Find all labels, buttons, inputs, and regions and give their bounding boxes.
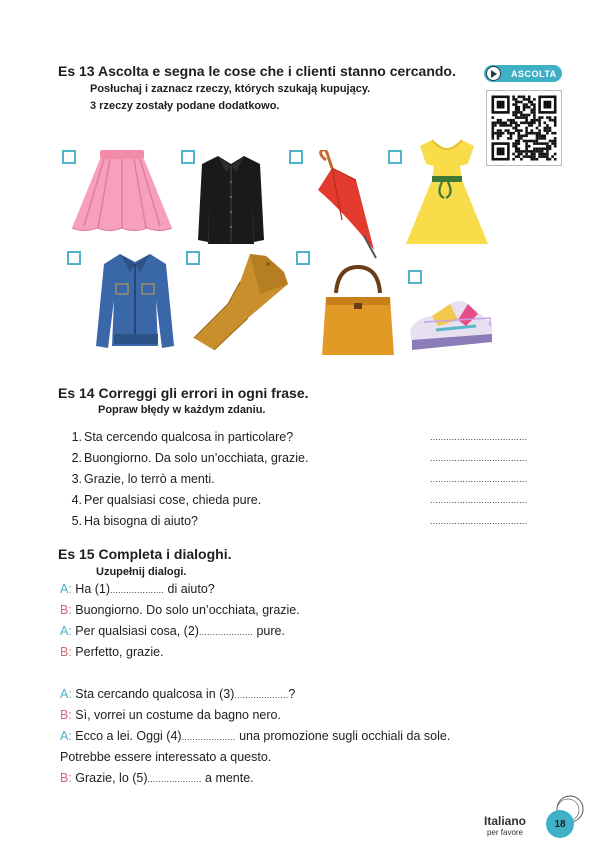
line-text: ? [288, 687, 296, 701]
checkbox-sneakers[interactable] [408, 270, 422, 284]
dialogue1-line2 [60, 603, 300, 617]
skirt-image [70, 148, 174, 233]
blank-2[interactable]: .................... [198, 627, 253, 637]
dress-image [402, 138, 492, 248]
blank-3[interactable]: .................... [234, 690, 289, 700]
line-text: Ha (1) [71, 582, 111, 596]
es13-subtitle-2: 3 rzeczy zostały podane dodatkowo. [90, 100, 280, 112]
sentence-number: 5. [71, 513, 82, 528]
sentence-number: 3. [71, 471, 82, 486]
es13-title: Es 13 Ascolta e segna le cose che i clienti stanno cercando. [58, 63, 456, 79]
speaker-b: B: [60, 771, 72, 785]
dialogue2-line1 [60, 687, 295, 701]
dialogue2-line2 [60, 708, 281, 722]
checkbox-shirt[interactable] [181, 150, 195, 164]
shirt-image [196, 152, 266, 246]
speaker-a: A: [60, 624, 72, 638]
blank-4[interactable]: .................... [181, 732, 236, 742]
dialogue1-line4 [60, 645, 164, 659]
trousers-image [188, 252, 294, 354]
line-text: Potrebbe essere interessato a questo. [60, 750, 272, 764]
correction-blank[interactable]: .................................... [430, 473, 528, 484]
sentence-number: 2. [71, 450, 82, 465]
brand-logo [484, 816, 526, 838]
line-text: una promozione sugli occhiali da sole. [235, 729, 451, 743]
checkbox-handbag[interactable] [296, 251, 310, 265]
sentence-number: 4. [71, 492, 82, 507]
ascolta-label: ASCOLTA [511, 68, 557, 79]
es14-sentence [68, 510, 528, 531]
speaker-b: B: [60, 645, 72, 659]
sneakers-image [406, 290, 494, 356]
es15-subtitle: Uzupełnij dialogi. [96, 566, 187, 578]
es14-sentence-list [68, 426, 528, 531]
checkbox-dress[interactable] [388, 150, 402, 164]
es13-subtitle-1: Posłuchaj i zaznacz rzeczy, których szukają kupujący. [90, 83, 371, 95]
speaker-a: A: [60, 687, 72, 701]
correction-blank[interactable]: .................................... [430, 515, 528, 526]
line-text: Per qualsiasi cosa, (2) [71, 624, 199, 638]
es14-subtitle: Popraw błędy w każdym zdaniu. [98, 404, 266, 416]
play-icon [486, 66, 501, 81]
es14-sentence [68, 468, 528, 489]
speaker-b: B: [60, 708, 72, 722]
sentence-text: Sta cercendo qualcosa in particolare? [84, 429, 294, 444]
line-text: pure. [252, 624, 285, 638]
dialogue1-line1 [60, 582, 215, 596]
sentence-text: Grazie, lo terrò a menti. [84, 471, 215, 486]
line-text: Buongiorno. Do solo un’occhiata, grazie. [71, 603, 300, 617]
es15-title: Es 15 Completa i dialoghi. [58, 546, 232, 562]
checkbox-umbrella[interactable] [289, 150, 303, 164]
sentence-text: Ha bisogna di aiuto? [84, 513, 198, 528]
dialogue2-line5 [60, 771, 254, 785]
line-text: Ecco a lei. Oggi (4) [71, 729, 182, 743]
line-text: Perfetto, grazie. [71, 645, 164, 659]
sentence-text: Per qualsiasi cose, chieda pure. [84, 492, 262, 507]
umbrella-image [312, 150, 382, 260]
dialogue2-line4 [60, 750, 271, 764]
qr-code[interactable] [486, 90, 562, 166]
speaker-b: B: [60, 603, 72, 617]
sentence-number: 1. [71, 429, 82, 444]
correction-blank[interactable]: .................................... [430, 452, 528, 463]
jacket-image [94, 250, 176, 354]
dialogue1-line3 [60, 624, 285, 638]
brand-name: Italiano [484, 814, 527, 828]
es14-sentence [68, 489, 528, 510]
es14-sentence [68, 426, 528, 447]
sentence-text: Buongiorno. Da solo un’occhiata, grazie. [84, 450, 309, 465]
dialogue2-line3 [60, 729, 450, 743]
speaker-a: A: [60, 582, 72, 596]
es14-title: Es 14 Correggi gli errori in ogni frase. [58, 385, 309, 401]
checkbox-jacket[interactable] [67, 251, 81, 265]
speaker-a: A: [60, 729, 72, 743]
correction-blank[interactable]: .................................... [430, 431, 528, 442]
blank-5[interactable]: .................... [147, 774, 202, 784]
brand-tagline: per favore [486, 828, 524, 837]
ascolta-button[interactable] [484, 65, 562, 82]
es14-sentence [68, 447, 528, 468]
line-text: Grazie, lo (5) [71, 771, 148, 785]
line-text: a mente. [201, 771, 254, 785]
line-text: Sì, vorrei un costume da bagno nero. [71, 708, 281, 722]
handbag-image [320, 265, 396, 360]
blank-1[interactable]: .................... [110, 585, 165, 595]
qr-code-image [487, 91, 561, 165]
page-number: 18 [546, 810, 574, 838]
line-text: di aiuto? [164, 582, 215, 596]
correction-blank[interactable]: .................................... [430, 494, 528, 505]
line-text: Sta cercando qualcosa in (3) [71, 687, 235, 701]
